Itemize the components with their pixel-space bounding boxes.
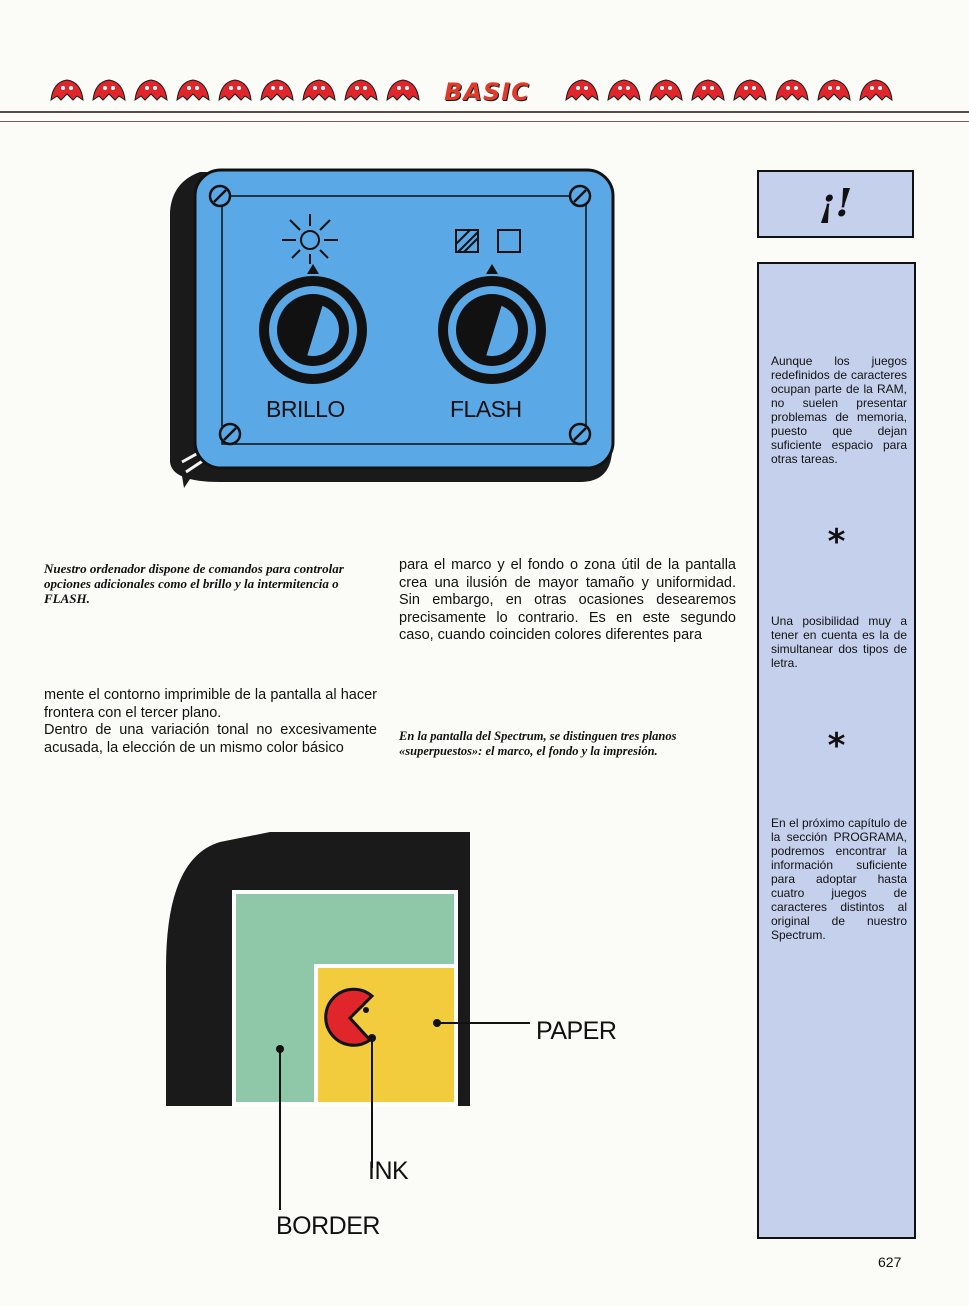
section-title: BASIC bbox=[444, 78, 530, 106]
sidebar-note-1: Aunque los juegos redefinidos de caracteres ocupan parte de la RAM, no suelen presentar problemas de memoria, puesto que dejan suficiente espacio para otras tareas. bbox=[771, 354, 907, 466]
sidebar-note-2: Una posibilidad muy a tener en cuenta es la de simultanear dos tipos de letra. bbox=[771, 614, 907, 670]
control-panel-illustration bbox=[160, 162, 620, 502]
page-number: 627 bbox=[878, 1254, 902, 1270]
column2-paragraph: para el marco y el fondo o zona útil de la pantalla crea una ilusión de mayor tamaño y uniformidad. Sin embargo, en otras ocasiones desearemos precisamente lo contrario. Es en este segundo caso, cuando coinciden colores diferentes para bbox=[399, 557, 736, 643]
header-decoration-right bbox=[560, 72, 940, 106]
header-rule-thin bbox=[0, 121, 969, 122]
label-border: BORDER bbox=[276, 1212, 380, 1240]
sidebar-title: ¡! bbox=[757, 170, 914, 238]
label-paper: PAPER bbox=[536, 1017, 617, 1045]
knob-label-flash: FLASH bbox=[450, 396, 522, 422]
column1-paragraph: mente el contorno imprimible de la pantalla al hacer frontera con el tercer plano. bbox=[44, 687, 377, 721]
column1-paragraph-2: Dentro de una variación tonal no excesivamente acusada, la elección de un mismo color básico bbox=[44, 722, 377, 756]
panel-face bbox=[195, 170, 613, 468]
figure2-caption: En la pantalla del Spectrum, se distinguen tres planos «superpuestos»: el marco, el fondo y la impresión. bbox=[399, 729, 677, 758]
header-decoration-left bbox=[45, 72, 425, 106]
asterisk-separator: * bbox=[827, 522, 846, 562]
sidebar-note-3: En el próximo capítulo de la sección PROGRAMA, podremos encontrar la información suficiente para adoptar hasta cuatro juegos de caracteres distintos al original de nuestro Spectrum. bbox=[771, 816, 907, 942]
figure1-caption: Nuestro ordenador dispone de comandos para controlar opciones adicionales como el brillo y la intermitencia o FLASH. bbox=[44, 561, 344, 606]
label-ink: INK bbox=[368, 1157, 409, 1185]
knob-label-brillo: BRILLO bbox=[266, 396, 345, 422]
asterisk-separator: * bbox=[827, 726, 846, 766]
header-rule bbox=[0, 111, 969, 113]
sidebar-panel bbox=[757, 262, 916, 1239]
